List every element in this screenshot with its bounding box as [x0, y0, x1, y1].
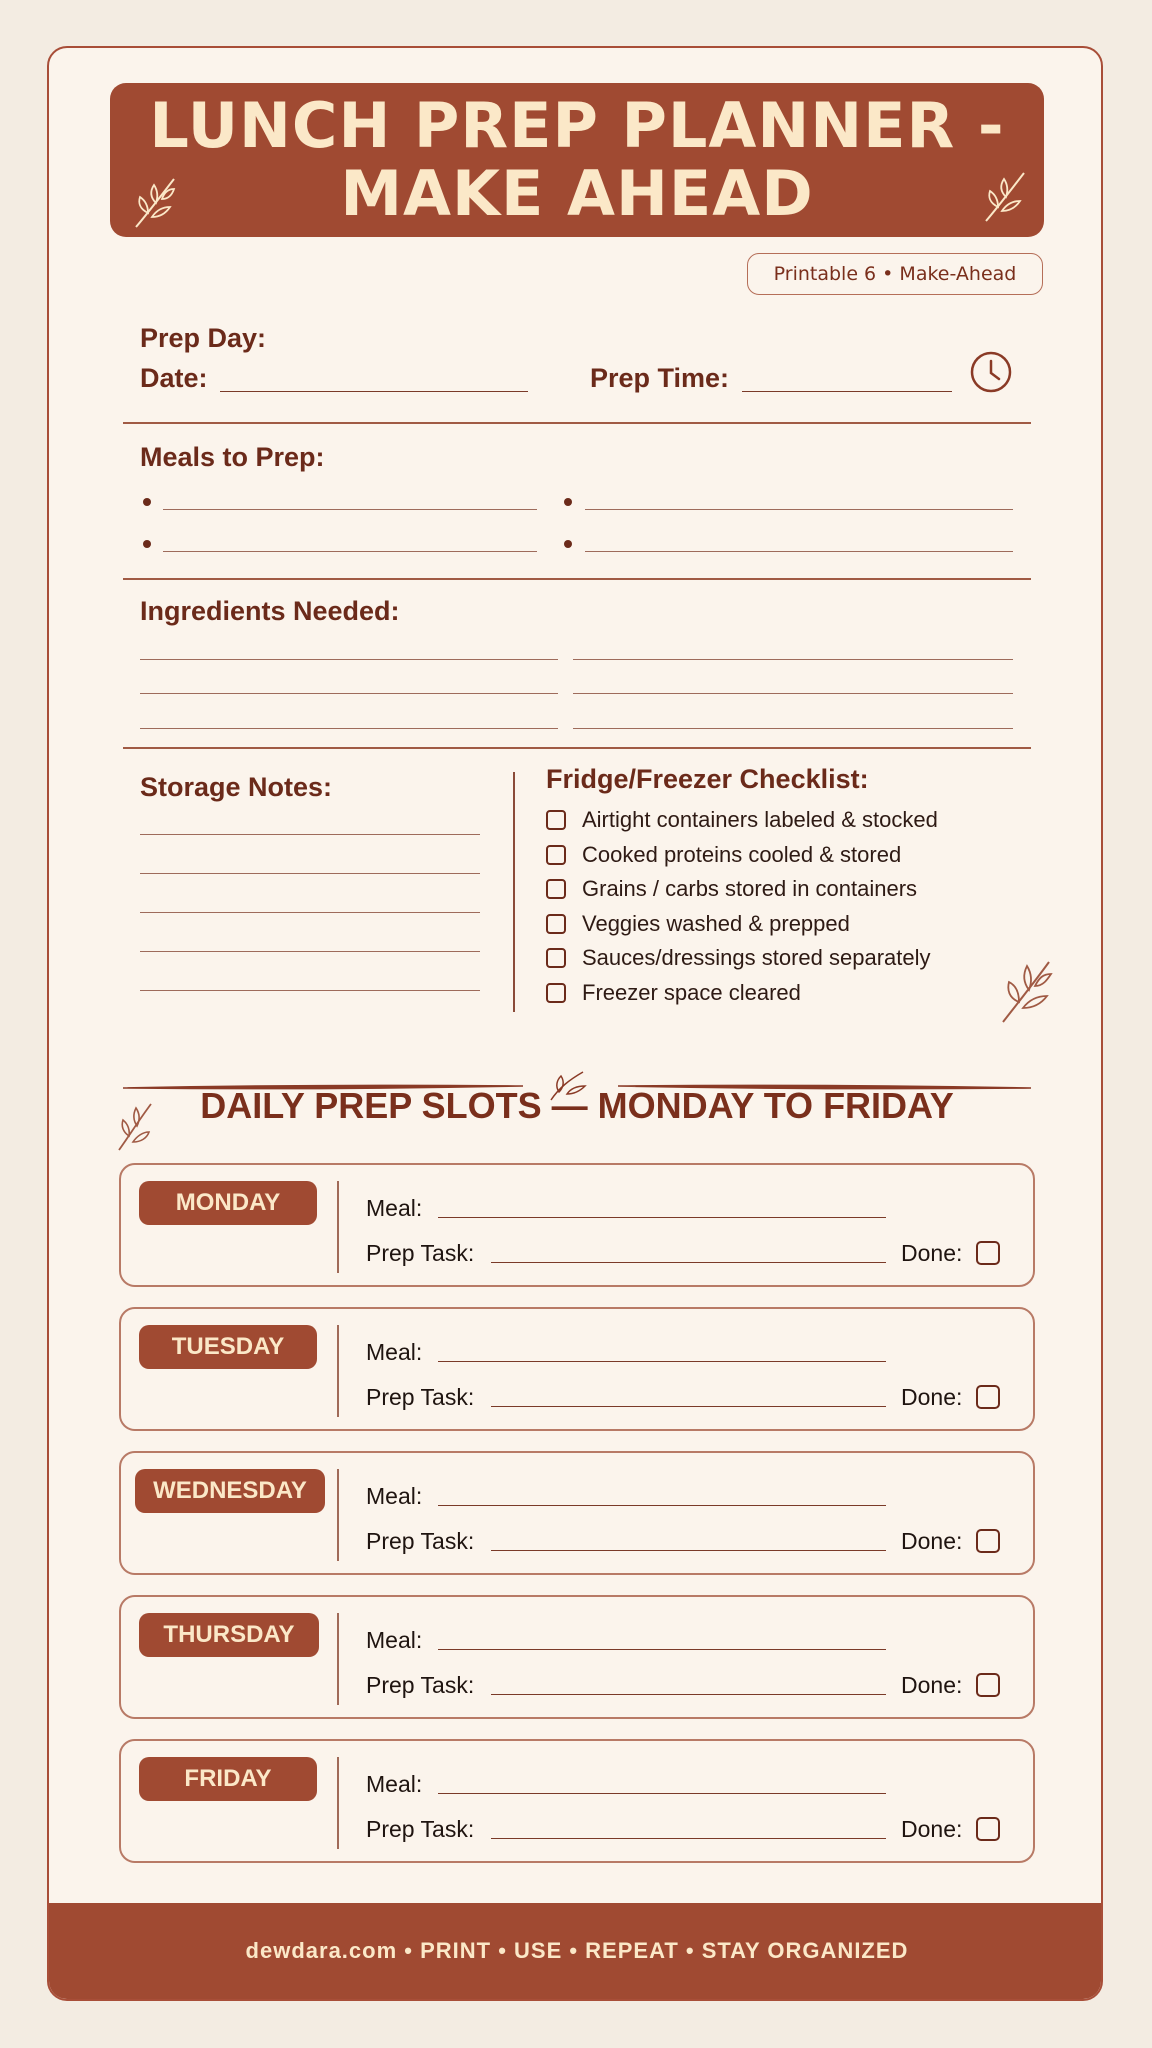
storage-note-line[interactable] — [140, 990, 480, 991]
meal-field[interactable] — [438, 1793, 886, 1794]
daily-prep-slots-title: DAILY PREP SLOTS — MONDAY TO FRIDAY — [200, 1085, 954, 1126]
checklist-item-label: Grains / carbs stored in containers — [582, 876, 918, 901]
day-badge: TUESDAY — [139, 1325, 317, 1369]
printable-badge: Printable 6 • Make-Ahead — [747, 253, 1043, 295]
done-checkbox[interactable] — [976, 1817, 1000, 1841]
title-line-2: MAKE AHEAD — [340, 157, 814, 230]
day-badge: FRIDAY — [139, 1757, 317, 1801]
meal-field[interactable] — [438, 1649, 886, 1650]
prep-task-field[interactable] — [491, 1406, 886, 1407]
footer-bar — [49, 1903, 1103, 1999]
done-checkbox[interactable] — [976, 1673, 1000, 1697]
ingredient-line[interactable] — [573, 728, 1013, 729]
day-card-monday — [119, 1163, 1035, 1287]
checklist-item[interactable] — [546, 806, 938, 834]
prep-task-label: Prep Task: — [366, 1816, 475, 1842]
done-label: Done: — [901, 1672, 963, 1698]
ingredient-line[interactable] — [573, 659, 1013, 660]
meal-label: Meal: — [366, 1771, 423, 1797]
prep-day-label: Prep Day: — [140, 323, 267, 353]
meal-label: Meal: — [366, 1483, 423, 1509]
checklist-item-label: Sauces/dressings stored separately — [582, 945, 931, 970]
meal-field[interactable] — [438, 1505, 886, 1506]
meal-line[interactable] — [585, 551, 1013, 552]
meal-label: Meal: — [366, 1339, 423, 1365]
bullet — [564, 540, 572, 548]
prep-task-label: Prep Task: — [366, 1528, 475, 1554]
done-label: Done: — [901, 1384, 963, 1410]
meal-line[interactable] — [163, 551, 537, 552]
checklist-item[interactable] — [546, 910, 850, 938]
done-label: Done: — [901, 1528, 963, 1554]
prep-task-label: Prep Task: — [366, 1240, 475, 1266]
day-badge: THURSDAY — [139, 1613, 319, 1657]
bullet — [564, 498, 572, 506]
checkbox[interactable] — [546, 948, 566, 968]
title-line-1: LUNCH PREP PLANNER - — [149, 89, 1005, 162]
day-card-tuesday — [119, 1307, 1035, 1431]
ingredient-line[interactable] — [140, 693, 558, 694]
section-divider — [123, 578, 1031, 580]
card-separator — [337, 1181, 339, 1273]
ingredient-line[interactable] — [573, 693, 1013, 694]
prep-time-field[interactable] — [742, 391, 952, 392]
storage-note-line[interactable] — [140, 912, 480, 913]
leaf-sprig-icon — [980, 167, 1030, 225]
checkbox[interactable] — [546, 914, 566, 934]
meal-field[interactable] — [438, 1361, 886, 1362]
day-badge: WEDNESDAY — [135, 1469, 325, 1513]
card-separator — [337, 1613, 339, 1705]
meal-field[interactable] — [438, 1217, 886, 1218]
done-checkbox[interactable] — [976, 1529, 1000, 1553]
checklist-item[interactable] — [546, 875, 917, 903]
date-field[interactable] — [220, 391, 528, 392]
done-label: Done: — [901, 1816, 963, 1842]
checklist-item-label: Freezer space cleared — [582, 980, 801, 1005]
prep-task-label: Prep Task: — [366, 1672, 475, 1698]
card-separator — [337, 1757, 339, 1849]
meal-line[interactable] — [163, 509, 537, 510]
checklist-item[interactable] — [546, 841, 901, 869]
card-separator — [337, 1325, 339, 1417]
prep-task-field[interactable] — [491, 1550, 886, 1551]
card-separator — [337, 1469, 339, 1561]
checklist-item-label: Veggies washed & prepped — [582, 911, 850, 936]
column-separator — [513, 772, 515, 1012]
storage-note-line[interactable] — [140, 951, 480, 952]
fridge-freezer-checklist-label: Fridge/Freezer Checklist: — [546, 764, 869, 794]
checkbox[interactable] — [546, 810, 566, 830]
checklist-item-label: Cooked proteins cooled & stored — [582, 842, 902, 867]
day-card-friday — [119, 1739, 1035, 1863]
meal-line[interactable] — [585, 509, 1013, 510]
day-card-thursday — [119, 1595, 1035, 1719]
prep-task-field[interactable] — [491, 1694, 886, 1695]
day-badge: MONDAY — [139, 1181, 317, 1225]
storage-notes-label: Storage Notes: — [140, 772, 333, 802]
date-label: Date: — [140, 363, 208, 393]
meal-label: Meal: — [366, 1195, 423, 1221]
ingredient-line[interactable] — [140, 659, 558, 660]
checkbox[interactable] — [546, 983, 566, 1003]
checkbox[interactable] — [546, 845, 566, 865]
planner-page — [47, 46, 1103, 2001]
section-divider — [123, 747, 1031, 749]
leaf-sprig-icon — [130, 173, 180, 231]
footer-text: dewdara.com • PRINT • USE • REPEAT • STAY ORGANIZED — [245, 1938, 909, 1963]
prep-task-label: Prep Task: — [366, 1384, 475, 1410]
checklist-item-label: Airtight containers labeled & stocked — [582, 807, 938, 832]
prep-task-field[interactable] — [491, 1838, 886, 1839]
section-divider — [123, 422, 1031, 424]
bullet — [143, 498, 151, 506]
day-card-wednesday — [119, 1451, 1035, 1575]
checklist-item[interactable] — [546, 979, 801, 1007]
done-checkbox[interactable] — [976, 1385, 1000, 1409]
ingredient-line[interactable] — [140, 728, 558, 729]
done-checkbox[interactable] — [976, 1241, 1000, 1265]
meals-to-prep-label: Meals to Prep: — [140, 442, 325, 472]
title-banner — [110, 83, 1044, 237]
prep-time-label: Prep Time: — [590, 363, 730, 393]
leaf-sprig-icon — [997, 954, 1057, 1026]
done-label: Done: — [901, 1240, 963, 1266]
clock-icon — [969, 350, 1013, 394]
storage-note-line[interactable] — [140, 873, 480, 874]
storage-note-line[interactable] — [140, 834, 480, 835]
checkbox[interactable] — [546, 879, 566, 899]
ingredients-needed-label: Ingredients Needed: — [140, 596, 400, 626]
prep-task-field[interactable] — [491, 1262, 886, 1263]
bullet — [143, 540, 151, 548]
checklist-item[interactable] — [546, 944, 931, 972]
meal-label: Meal: — [366, 1627, 423, 1653]
